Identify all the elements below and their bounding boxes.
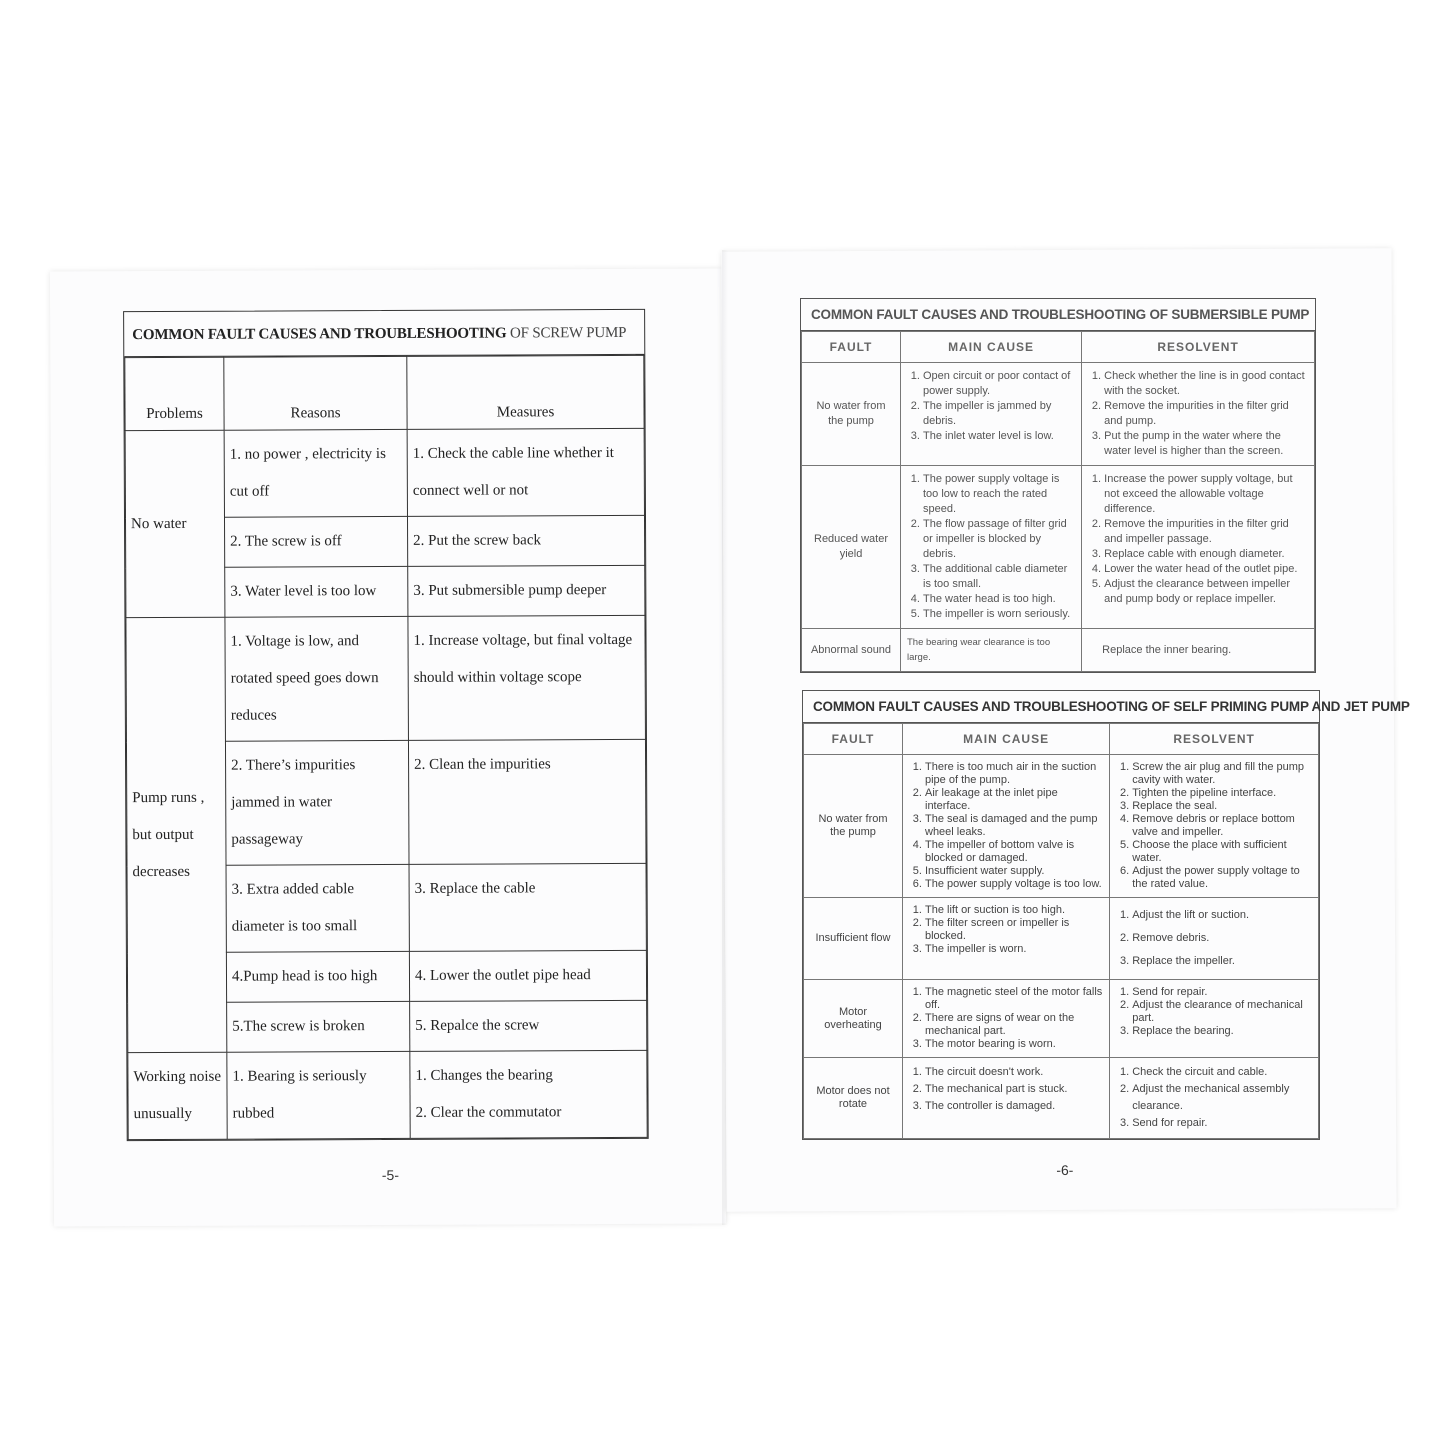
cause-list: [909, 1064, 1103, 1115]
cause-list: [907, 472, 1075, 622]
header-resolvent: RESOLVENT: [1082, 332, 1315, 363]
cause-cell: [901, 363, 1082, 466]
header-fault: FAULT: [802, 332, 901, 363]
reason-cell: 1. Bearing is seriously rubbed: [227, 1051, 410, 1139]
reason-cell: 1. no power , electricity is cut off: [224, 429, 407, 517]
list-item: 5. The impeller is worn seriously.: [923, 607, 1075, 622]
reason-cell: 2. There’s impurities jammed in water passageway: [225, 740, 409, 865]
measure-cell: 4. Lower the outlet pipe head: [409, 950, 646, 1001]
list-item: 1. The circuit doesn't work.: [925, 1064, 1103, 1081]
problem-cell: No water: [125, 430, 225, 617]
list-item: 2. Adjust the clearance of mechanical part.: [1132, 999, 1312, 1025]
submersible-table-title: COMMON FAULT CAUSES AND TROUBLESHOOTING OF SUBMERSIBLE PUMP: [801, 299, 1315, 331]
resolvent-list: [1088, 472, 1308, 607]
measure-cell: 1. Check the cable line whether it connect well or not: [407, 428, 644, 516]
cause-list: [909, 986, 1103, 1051]
measure-cell: 5. Repalce the screw: [410, 1000, 647, 1051]
submersible-pump-table: [800, 298, 1316, 673]
fault-cell: No water from the pump: [804, 755, 903, 898]
screw-pump-table-title: COMMON FAULT CAUSES AND TROUBLESHOOTING OF SCREW PUMP: [124, 310, 644, 357]
resolvent-list: [1116, 761, 1312, 891]
cause-cell: [903, 898, 1110, 980]
cause-cell: [903, 755, 1110, 898]
cause-cell: [903, 980, 1110, 1058]
header-resolvent: RESOLVENT: [1110, 724, 1319, 755]
table-row: [128, 1050, 647, 1139]
list-item: 2. The filter screen or impeller is blocked.: [925, 917, 1103, 943]
cause-cell: [901, 466, 1082, 629]
list-item: 3. Replace the bearing.: [1132, 1025, 1312, 1038]
fault-cell: No water from the pump: [802, 363, 901, 466]
table-header-row: [125, 355, 644, 430]
reason-cell: 3. Water level is too low: [225, 566, 408, 617]
table-header-row: [802, 332, 1315, 363]
self-priming-grid: [803, 723, 1319, 1139]
reason-cell: 3. Extra added cable diameter is too small: [226, 864, 409, 952]
list-item: 3. The impeller is worn.: [925, 943, 1103, 956]
list-item: 2. There are signs of wear on the mechanical part.: [925, 1012, 1103, 1038]
table-row: [804, 1058, 1319, 1139]
self-priming-pump-table: [802, 690, 1410, 1140]
resolvent-list: [1088, 369, 1308, 459]
header-main-cause: MAIN CAUSE: [903, 724, 1110, 755]
measure-cell: 2. Put the screw back: [407, 515, 644, 566]
measure-cell: 3. Put submersible pump deeper: [408, 565, 645, 616]
list-item: 3. The seal is damaged and the pump wheel leaks.: [925, 813, 1103, 839]
resolvent-cell: [1110, 755, 1319, 898]
problem-cell: Working noise unusually: [128, 1052, 227, 1139]
resolvent-cell: [1082, 363, 1315, 466]
measure-cell: 3. Replace the cable: [409, 863, 646, 951]
list-item: 4. The impeller of bottom valve is blocked or damaged.: [925, 839, 1103, 865]
header-problems: Problems: [125, 357, 224, 430]
header-reasons: Reasons: [224, 356, 407, 430]
fault-cell: Motor overheating: [804, 980, 903, 1058]
booklet-spine: [722, 250, 728, 1225]
reason-cell: 4.Pump head is too high: [226, 951, 409, 1002]
list-item: 1. Check whether the line is in good contact with the socket.: [1104, 369, 1308, 399]
list-item: 2. Remove the impurities in the filter grid and impeller passage.: [1104, 517, 1308, 547]
list-item: 3. Replace the impeller.: [1132, 950, 1312, 973]
left-page: [50, 269, 726, 1227]
fault-cell: Abnormal sound: [802, 629, 901, 672]
measure-cell: 2. Clean the impurities: [408, 739, 646, 864]
self-priming-table-title: COMMON FAULT CAUSES AND TROUBLESHOOTING OF SELF PRIMING PUMP AND JET PUMP: [803, 691, 1319, 723]
problem-cell: Pump runs , but output decreases: [126, 617, 227, 1052]
resolvent-list: [1116, 1064, 1312, 1132]
table-row: [802, 629, 1315, 672]
list-item: 2. The flow passage of filter grid or impeller is blocked by debris.: [923, 517, 1075, 562]
list-item: 3. Send for repair.: [1132, 1115, 1312, 1132]
table-row: [802, 363, 1315, 466]
list-item: 2. The impeller is jammed by debris.: [923, 399, 1075, 429]
resolvent-cell: Replace the inner bearing.: [1082, 629, 1315, 672]
list-item: 3. The inlet water level is low.: [923, 429, 1075, 444]
resolvent-cell: [1110, 980, 1319, 1058]
list-item: 6. Adjust the power supply voltage to the rated value.: [1132, 865, 1312, 891]
table-row: [125, 428, 644, 517]
resolvent-cell: [1110, 1058, 1319, 1139]
header-main-cause: MAIN CAUSE: [901, 332, 1082, 363]
list-item: 3. The additional cable diameter is too small.: [923, 562, 1075, 592]
list-item: 1. The magnetic steel of the motor falls off.: [925, 986, 1103, 1012]
reason-cell: 1. Voltage is low, and rotated speed goes down reduces: [225, 616, 409, 741]
fault-cell: Motor does not rotate: [804, 1058, 903, 1139]
cause-list: [907, 369, 1075, 444]
cause-list: [909, 761, 1103, 891]
header-fault: FAULT: [804, 724, 903, 755]
table-row: [802, 466, 1315, 629]
list-item: 1. The power supply voltage is too low to reach the rated speed.: [923, 472, 1075, 517]
reason-cell: 2. The screw is off: [224, 516, 407, 567]
list-item: 2. Tighten the pipeline interface.: [1132, 787, 1312, 800]
list-item: 2. Remove debris.: [1132, 927, 1312, 950]
list-item: 1. The lift or suction is too high.: [925, 904, 1103, 917]
list-item: 1. Send for repair.: [1132, 986, 1312, 999]
page-number-right: -6-: [1056, 1161, 1074, 1179]
list-item: 3. Replace the seal.: [1132, 800, 1312, 813]
resolvent-cell: [1082, 466, 1315, 629]
table-row: [804, 755, 1319, 898]
list-item: 2. Remove the impurities in the filter grid and pump.: [1104, 399, 1308, 429]
resolvent-cell: [1110, 898, 1319, 980]
list-item: 4. The water head is too high.: [923, 592, 1075, 607]
list-item: 4. Lower the water head of the outlet pipe.: [1104, 562, 1308, 577]
measure-cell: 1. Changes the bearing 2. Clear the commutator: [410, 1050, 647, 1138]
reason-cell: 5.The screw is broken: [227, 1001, 410, 1052]
list-item: 2. Adjust the mechanical assembly clearance.: [1132, 1081, 1312, 1115]
fault-cell: Insufficient flow: [804, 898, 903, 980]
list-item: 2. The mechanical part is stuck.: [925, 1081, 1103, 1098]
table-header-row: [804, 724, 1319, 755]
table-row: [804, 980, 1319, 1058]
table-row: [126, 615, 646, 741]
list-item: 5. Insufficient water supply.: [925, 865, 1103, 878]
screw-pump-table: [123, 309, 649, 1141]
list-item: 5. Adjust the clearance between impeller and pump body or replace impeller.: [1104, 577, 1308, 607]
open-manual-booklet: [52, 250, 1410, 1225]
list-item: 3. Replace cable with enough diameter.: [1104, 547, 1308, 562]
list-item: 3. Put the pump in the water where the water level is higher than the screen.: [1104, 429, 1308, 459]
cause-list: [909, 904, 1103, 956]
submersible-grid: [801, 331, 1315, 672]
screw-pump-grid: [124, 355, 647, 1140]
measure-cell: 1. Increase voltage, but final voltage should within voltage scope: [408, 615, 646, 740]
cause-cell: The bearing wear clearance is too large.: [901, 629, 1082, 672]
resolvent-list: [1116, 986, 1312, 1038]
list-item: 1. Open circuit or poor contact of power supply.: [923, 369, 1075, 399]
list-item: 4. Remove debris or replace bottom valve and impeller.: [1132, 813, 1312, 839]
list-item: 1. Increase the power supply voltage, but not exceed the allowable voltage difference.: [1104, 472, 1308, 517]
list-item: 1. Check the circuit and cable.: [1132, 1064, 1312, 1081]
list-item: 3. The motor bearing is worn.: [925, 1038, 1103, 1051]
page-number-left: -5-: [381, 1166, 400, 1184]
list-item: 5. Choose the place with sufficient water.: [1132, 839, 1312, 865]
fault-cell: Reduced water yield: [802, 466, 901, 629]
header-measures: Measures: [407, 355, 644, 429]
list-item: 1. Adjust the lift or suction.: [1132, 904, 1312, 927]
list-item: 3. The controller is damaged.: [925, 1098, 1103, 1115]
list-item: 1. There is too much air in the suction pipe of the pump.: [925, 761, 1103, 787]
resolvent-list: [1116, 904, 1312, 973]
list-item: 6. The power supply voltage is too low.: [925, 878, 1103, 891]
table-row: [804, 898, 1319, 980]
list-item: 2. Air leakage at the inlet pipe interface.: [925, 787, 1103, 813]
cause-cell: [903, 1058, 1110, 1139]
list-item: 1. Screw the air plug and fill the pump cavity with water.: [1132, 761, 1312, 787]
